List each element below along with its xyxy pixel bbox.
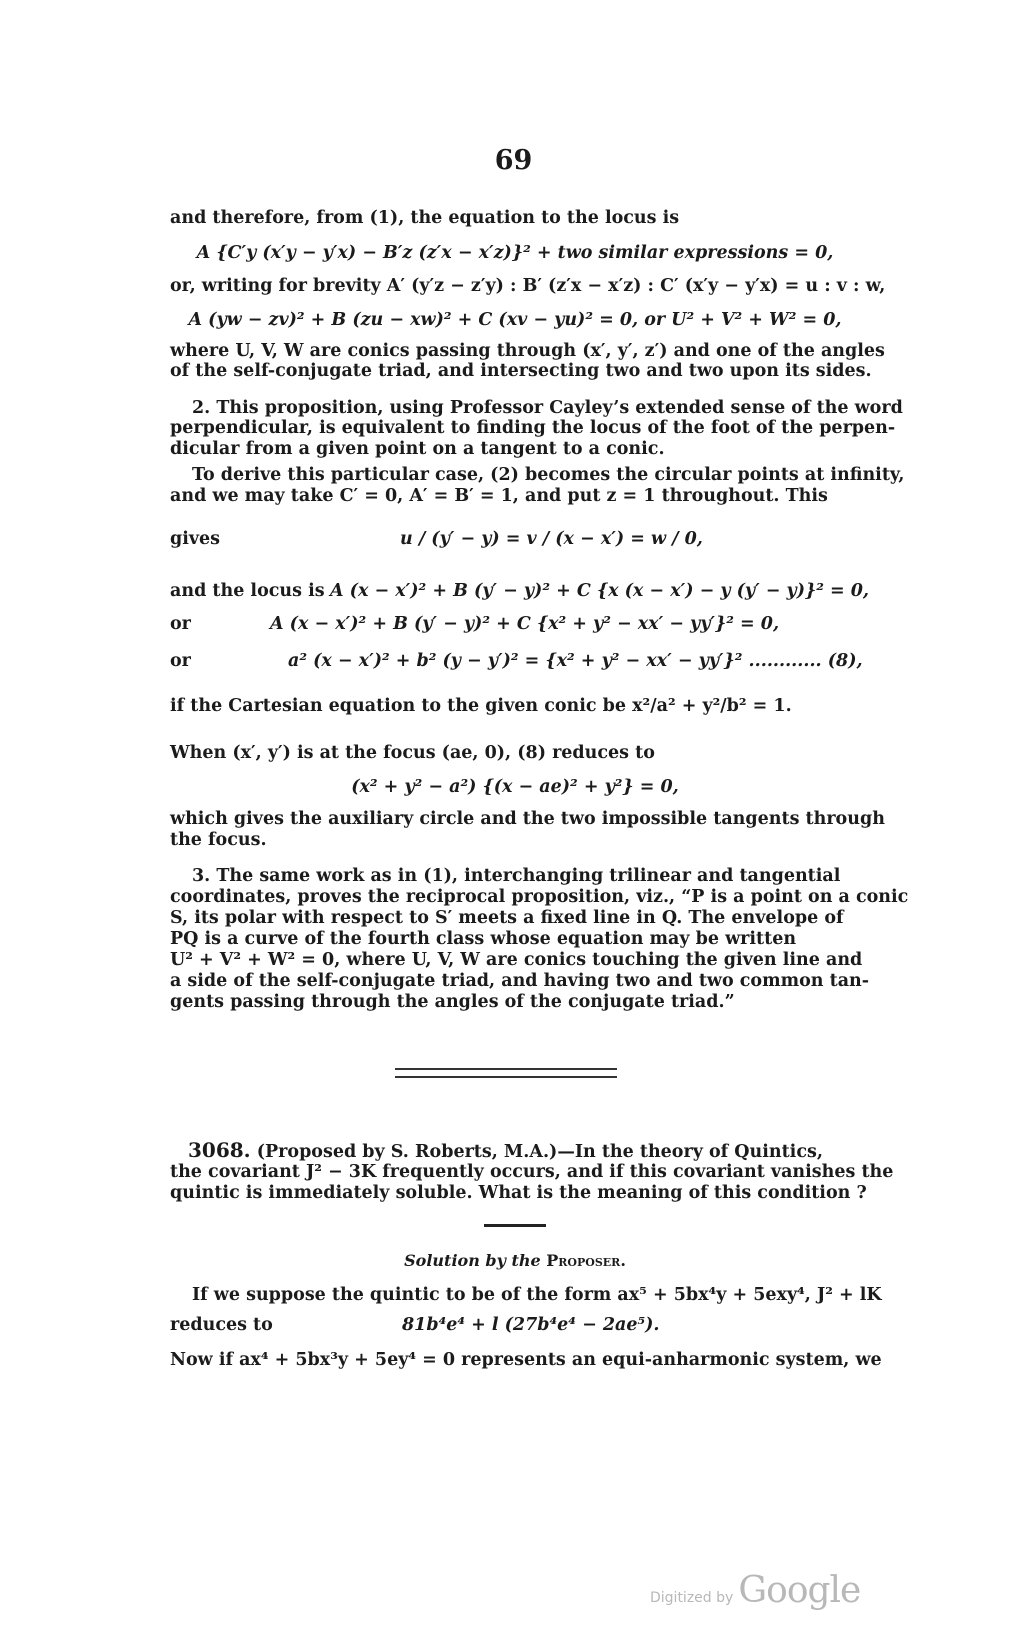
text-line: dicular from a given point on a tangent to a conic. bbox=[170, 439, 665, 459]
equation: A (x − x′)² + B (y′ − y)² + C {x (x − x′) − y (y′ − y)}² = 0, bbox=[330, 581, 870, 601]
text-line: PQ is a curve of the fourth class whose equation may be written bbox=[170, 929, 797, 949]
text-line: perpendicular, is equivalent to finding the locus of the foot of the perpen- bbox=[170, 418, 896, 438]
text-line: coordinates, proves the reciprocal proposition, viz., “P is a point on a conic bbox=[170, 887, 909, 907]
text-line: of the self-conjugate triad, and intersecting two and two upon its sides. bbox=[170, 361, 872, 381]
text-line: or, writing for brevity A′ (y′z − z′y) : B′ (z′x − x′z) : C′ (x′y − y′x) = u : v : w, bbox=[170, 276, 886, 296]
watermark-brand: Google bbox=[738, 1570, 861, 1611]
problem-line bbox=[188, 1139, 878, 1163]
problem-line: the covariant J² − 3K frequently occurs, and if this covariant vanishes the bbox=[170, 1162, 894, 1182]
page-number: 69 bbox=[494, 145, 533, 176]
equation-label: reduces to bbox=[170, 1315, 273, 1335]
text-line: which gives the auxiliary circle and the two impossible tangents through bbox=[170, 809, 885, 829]
problem-text: (Proposed by S. Roberts, M.A.)—In the theory of Quintics, bbox=[256, 1142, 823, 1162]
solution-heading-author: Proposer. bbox=[546, 1251, 626, 1270]
equation-label: or bbox=[170, 614, 191, 634]
text-line: S, its polar with respect to S′ meets a fixed line in Q. The envelope of bbox=[170, 908, 844, 928]
text-line: if the Cartesian equation to the given conic be x²/a² + y²/b² = 1. bbox=[170, 696, 792, 716]
text-line: U² + V² + W² = 0, where U, V, W are conics touching the given line and bbox=[170, 950, 863, 970]
equation: a² (x − x′)² + b² (y − y′)² = {x² + y² − xx′ − yy′}² ............ (8), bbox=[288, 651, 863, 671]
text-line: When (x′, y′) is at the focus (ae, 0), (8) reduces to bbox=[170, 743, 655, 763]
equation: A (x − x′)² + B (y′ − y)² + C {x² + y² − xx′ − yy′}² = 0, bbox=[270, 614, 780, 634]
text-line: gents passing through the angles of the conjugate triad.” bbox=[170, 992, 735, 1012]
equation: 81b⁴e⁴ + l (27b⁴e⁴ − 2ae⁵). bbox=[402, 1315, 660, 1335]
equation: u / (y′ − y) = v / (x − x′) = w / 0, bbox=[400, 529, 703, 549]
short-divider bbox=[484, 1224, 546, 1227]
text-line: and therefore, from (1), the equation to the locus is bbox=[170, 208, 680, 228]
solution-heading bbox=[170, 1250, 860, 1272]
equation-line: A {C′y (x′y − y′x) − B′z (z′x − x′z)}² + two similar expressions = 0, bbox=[196, 243, 834, 263]
equation-label: and the locus is bbox=[170, 581, 325, 601]
text-line: If we suppose the quintic to be of the form ax⁵ + 5bx⁴y + 5exy⁴, J² + lK bbox=[192, 1285, 882, 1305]
equation-line: A (yw − zv)² + B (zu − xw)² + C (xv − yu)² = 0, or U² + V² + W² = 0, bbox=[188, 310, 842, 330]
equation-label: or bbox=[170, 651, 191, 671]
text-line: 2. This proposition, using Professor Cayley’s extended sense of the word bbox=[192, 398, 903, 418]
problem-line: quintic is immediately soluble. What is the meaning of this condition ? bbox=[170, 1183, 867, 1203]
text-line: the focus. bbox=[170, 830, 267, 850]
text-line: where U, V, W are conics passing through (x′, y′, z′) and one of the angles bbox=[170, 341, 885, 361]
text-line: a side of the self-conjugate triad, and having two and two common tan- bbox=[170, 971, 870, 991]
problem-number: 3068. bbox=[188, 1138, 251, 1162]
text-line: Now if ax⁴ + 5bx³y + 5ey⁴ = 0 represents an equi-anharmonic system, we bbox=[170, 1350, 882, 1370]
equation-line: (x² + y² − a²) {(x − ae)² + y²} = 0, bbox=[351, 777, 679, 797]
watermark-small-text: Digitized by bbox=[650, 1590, 734, 1606]
text-line: 3. The same work as in (1), interchanging trilinear and tangential bbox=[192, 866, 841, 886]
text-line: and we may take C′ = 0, A′ = B′ = 1, and put z = 1 throughout. This bbox=[170, 486, 828, 506]
text-line: To derive this particular case, (2) becomes the circular points at infinity, bbox=[192, 465, 905, 485]
section-divider bbox=[395, 1068, 617, 1078]
equation-label: gives bbox=[170, 529, 221, 549]
solution-heading-italic: Solution by the bbox=[404, 1251, 541, 1270]
digitized-watermark bbox=[650, 1570, 860, 1611]
